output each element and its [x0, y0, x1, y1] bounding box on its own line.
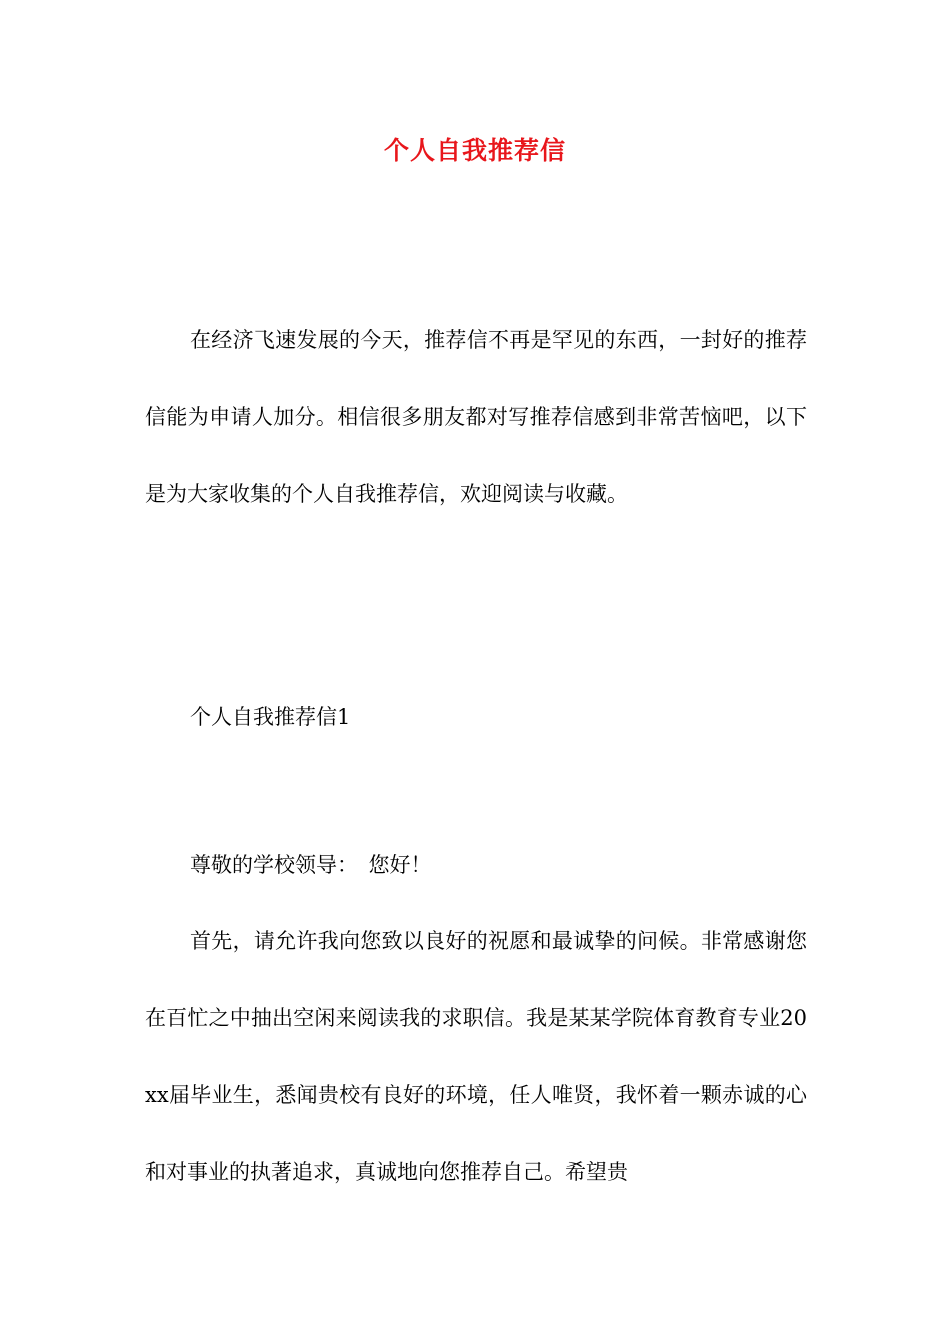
salutation: 尊敬的学校领导： 您好！: [190, 853, 432, 877]
body-paragraph: 首先，请允许我向您致以良好的祝愿和最诚挚的问候。非常感谢您在百忙之中抽出空闲来阅读我的求职信。我是某某学院体育教育专业20xx届毕业生，悉闻贵校有良好的环境，任人唯贤，我怀着一颗赤诚的心和对事业的执著追求，真诚地向您推荐自己。希望贵: [145, 929, 807, 1184]
document-title: 个人自我推荐信: [383, 136, 566, 165]
intro-paragraph: 在经济飞速发展的今天，推荐信不再是罕见的东西，一封好的推荐信能为申请人加分。相信很多朋友都对写推荐信感到非常苦恼吧，以下是为大家收集的个人自我推荐信，欢迎阅读与收藏。: [145, 328, 807, 506]
section-heading: 个人自我推荐信1: [190, 705, 351, 729]
